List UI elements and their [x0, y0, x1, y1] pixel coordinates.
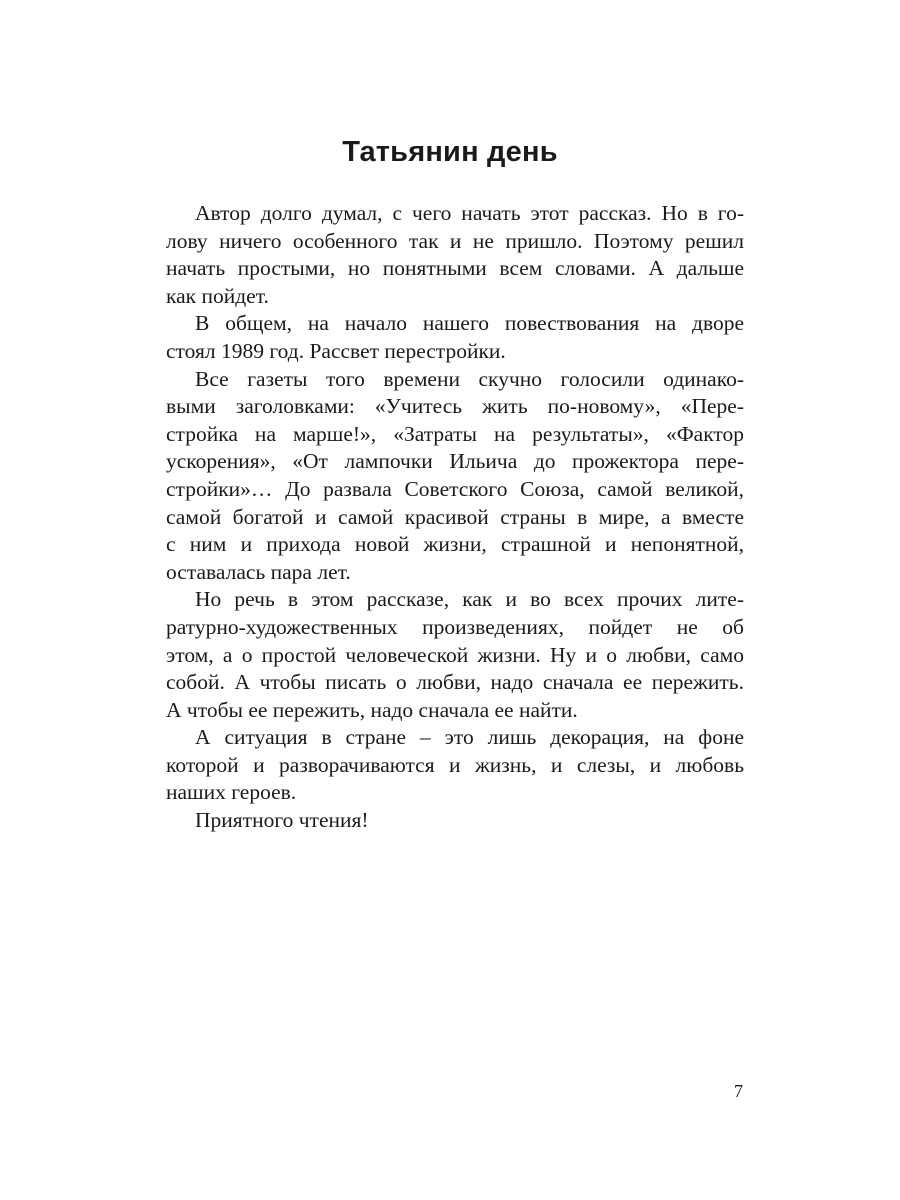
text-line: ратурно-художественных произведениях, пойдет не об: [166, 614, 744, 639]
paragraph: [166, 310, 744, 365]
text-line: лову ничего особенного так и не пришло. Поэтому решил: [166, 228, 744, 253]
text-line: Автор долго думал, с чего начать этот рассказ. Но в го-: [195, 201, 744, 225]
text-line: Но речь в этом рассказе, как и во всех прочих лите-: [195, 587, 744, 612]
text-line: начать простыми, но понятными всем словами. А дальше: [166, 256, 744, 281]
text-line: как пойдет.: [166, 283, 269, 308]
text-line: Все газеты того времени скучно голосили одинако-: [195, 366, 744, 391]
text-line: В общем, на начало нашего повествования на дворе: [195, 311, 744, 336]
paragraph: [166, 366, 744, 587]
chapter-title: Татьянин день: [342, 136, 558, 168]
text-line: самой богатой и самой красивой страны в мире, а вместе: [166, 504, 744, 529]
text-line: собой. А чтобы писать о любви, надо сначала ее пережить.: [166, 670, 744, 695]
paragraph: [166, 586, 744, 724]
text-line: этом, а о простой человеческой жизни. Ну и о любви, само: [166, 642, 744, 667]
text-line: выми заголовками: «Учитесь жить по-новому», «Пере-: [166, 394, 744, 419]
text-line: оставалась пара лет.: [166, 559, 351, 584]
text-line: ускорения», «От лампочки Ильича до прожектора пере-: [166, 449, 744, 474]
paragraph: [166, 200, 744, 310]
text-line: которой и разворачиваются и жизнь, и слезы, и любовь: [166, 752, 744, 777]
text-line: стоял 1989 год. Рассвет перестройки.: [166, 338, 506, 363]
chapter-body: [166, 200, 744, 835]
text-line: Приятного чтения!: [195, 808, 369, 833]
text-line: наших героев.: [166, 780, 297, 805]
page-number: 7: [734, 1081, 743, 1101]
paragraph: [166, 724, 744, 807]
text-line: А чтобы ее пережить, надо сначала ее найти.: [166, 697, 578, 722]
text-line: стройка на марше!», «Затраты на результаты», «Фактор: [166, 421, 744, 446]
text-line: стройки»… До развала Советского Союза, самой великой,: [166, 476, 744, 501]
paragraph: [166, 807, 744, 835]
text-line: с ним и прихода новой жизни, страшной и непонятной,: [166, 532, 744, 557]
text-line: А ситуация в стране – это лишь декорация, на фоне: [195, 725, 744, 750]
